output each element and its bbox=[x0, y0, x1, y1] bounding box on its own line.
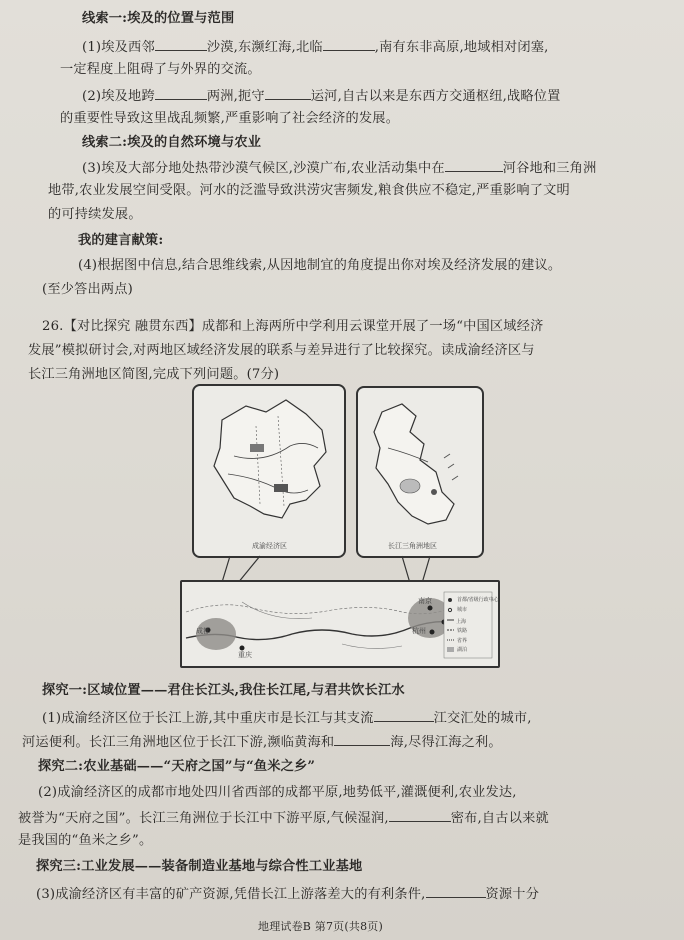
q1-line2: 一定程度上阻碍了与外界的交流。 bbox=[60, 62, 261, 77]
explore3-title: 探究三:工业发展——装备制造业基地与综合性工业基地 bbox=[36, 859, 363, 874]
legend-item: 铁路 bbox=[457, 628, 468, 634]
overview-graphic bbox=[182, 582, 498, 666]
clue1-title: 线索一:埃及的位置与范围 bbox=[82, 11, 235, 26]
q3-line3: 的可持续发展。 bbox=[48, 207, 142, 222]
q1-line1: (1)埃及西邻 沙漠,东濒红海,北临 ,南有东非高原,地域相对闭塞, bbox=[82, 37, 549, 57]
explore1-title: 探究一:区域位置——君住长江头,我住长江尾,与君共饮长江水 bbox=[42, 683, 405, 698]
label-hangzhou: 杭州 bbox=[412, 627, 426, 635]
explore1-line1: (1)成渝经济区位于长江上游,其中重庆市是长江与其支流 江交汇处的城市, bbox=[42, 708, 532, 728]
explore3-line1: (3)成渝经济区有丰富的矿产资源,凭借长江上游落差大的有利条件, 资源十分 bbox=[36, 884, 539, 904]
q26-line1: 26.【对比探究 融贯东西】成都和上海两所中学利用云课堂开展了一场“中国区域经济 bbox=[42, 319, 544, 334]
advice-title: 我的建言献策: bbox=[78, 233, 164, 248]
explore1-line2: 河运便利。长江三角洲地区位于长江下游,濒临黄海和 海,尽得江海之利。 bbox=[22, 732, 502, 752]
answer-blank[interactable] bbox=[426, 884, 486, 898]
clue2-title: 线索二:埃及的自然环境与农业 bbox=[82, 135, 262, 150]
legend-item: 湖泊 bbox=[457, 647, 468, 653]
page-footer: 地理试卷B 第7页(共8页) bbox=[258, 920, 383, 933]
left-inset-caption: 成渝经济区 bbox=[252, 542, 287, 550]
q2-line2: 的重要性导致这里战乱频繁,严重影响了社会经济的发展。 bbox=[60, 111, 400, 126]
legend-item: 首都/省级行政中心 bbox=[457, 597, 499, 603]
label-chongqing: 重庆 bbox=[238, 651, 252, 659]
answer-blank[interactable] bbox=[389, 808, 451, 822]
explore2-line2: 被誉为“天府之国”。长江三角洲位于长江中下游平原,气候湿润, 密布,自古以来就 bbox=[18, 808, 549, 828]
label-nanjing: 南京 bbox=[418, 597, 432, 605]
q2-line1: (2)埃及地跨 两洲,扼守 运河,自古以来是东西方交通枢纽,战略位置 bbox=[82, 86, 561, 106]
label-chengdu: 成都 bbox=[196, 627, 210, 635]
q26-line2: 发展”模拟研讨会,对两地区域经济发展的联系与差异进行了比较探究。读成渝经济区与 bbox=[28, 343, 535, 358]
explore2-line1: (2)成渝经济区的成都市地处四川省西部的成都平原,地势低平,灌溉便利,农业发达, bbox=[38, 785, 517, 800]
answer-blank[interactable] bbox=[265, 86, 311, 100]
map-figure bbox=[180, 384, 500, 670]
q4-line2: (至少答出两点) bbox=[42, 282, 134, 297]
right-inset-caption: 长江三角洲地区 bbox=[388, 542, 437, 550]
q3-line2: 地带,农业发展空间受限。河水的泛滥导致洪涝灾害频发,粮食供应不稳定,严重影响了文明 bbox=[48, 183, 570, 198]
answer-blank[interactable] bbox=[334, 732, 390, 746]
explore2-line3: 是我国的“鱼米之乡”。 bbox=[18, 833, 153, 848]
answer-blank[interactable] bbox=[323, 37, 375, 51]
answer-blank[interactable] bbox=[155, 86, 207, 100]
q4-line1: (4)根据图中信息,结合思维线索,从因地制宜的角度提出你对埃及经济发展的建议。 bbox=[78, 258, 562, 273]
legend-item: 省界 bbox=[457, 638, 468, 644]
answer-blank[interactable] bbox=[445, 158, 503, 172]
answer-blank[interactable] bbox=[374, 708, 434, 722]
explore2-title: 探究二:农业基础——“天府之国”与“鱼米之乡” bbox=[38, 759, 316, 774]
yangtze-overview-map bbox=[180, 580, 500, 668]
legend-item: 城市 bbox=[457, 607, 468, 613]
q26-line3: 长江三角洲地区简图,完成下列问题。(7分) bbox=[28, 367, 280, 382]
label-shanghai: 上海 bbox=[456, 619, 467, 625]
answer-blank[interactable] bbox=[155, 37, 207, 51]
q3-line1: (3)埃及大部分地处热带沙漠气候区,沙漠广布,农业活动集中在 河谷地和三角洲 bbox=[82, 158, 596, 178]
